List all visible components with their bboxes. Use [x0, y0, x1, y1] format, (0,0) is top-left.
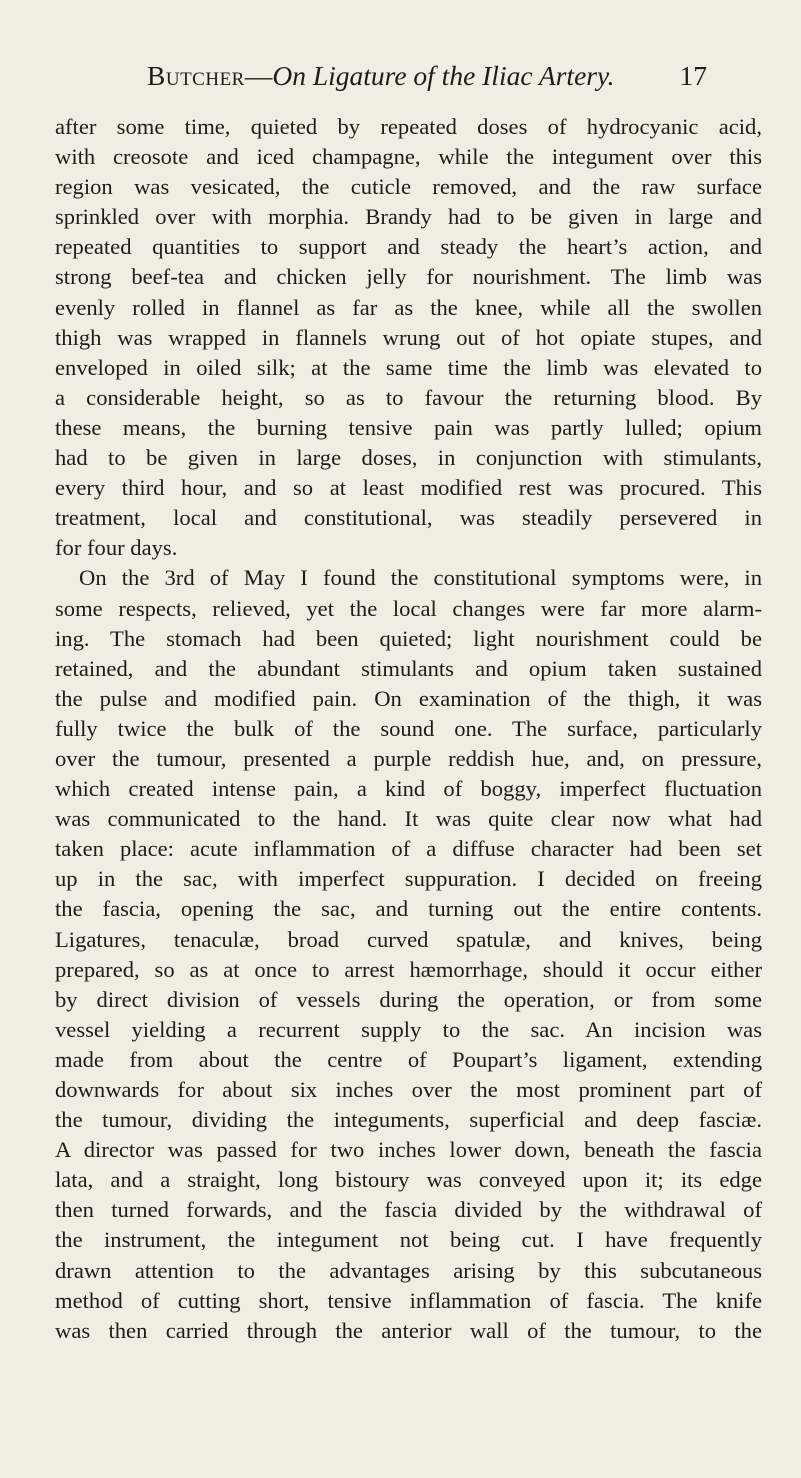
- text-line: vessel yielding a recurrent supply to the sac. An incision was: [55, 1016, 762, 1042]
- text-line: evenly rolled in flannel as far as the knee, while all the swollen: [55, 294, 762, 320]
- text-line: a considerable height, so as to favour the returning blood. By: [55, 384, 762, 410]
- text-line: A director was passed for two inches lower down, beneath the fascia: [55, 1137, 762, 1163]
- text-line: up in the sac, with imperfect suppuration. I decided on freeing: [55, 866, 762, 892]
- text-line: over the tumour, presented a purple reddish hue, and, on pressure,: [55, 745, 762, 771]
- text-line: taken place: acute inflammation of a diffuse character had been set: [55, 836, 762, 862]
- text-line: repeated quantities to support and steady the heart’s action, and: [55, 234, 762, 260]
- text-line: had to be given in large doses, in conjunction with stimulants,: [55, 445, 762, 471]
- text-line: some respects, relieved, yet the local changes were far more alarm-: [55, 595, 762, 621]
- text-line: made from about the centre of Poupart’s ligament, extending: [55, 1046, 762, 1072]
- text-line: by direct division of vessels during the operation, or from some: [55, 986, 762, 1012]
- paragraph: [55, 563, 762, 1345]
- text-line: retained, and the abundant stimulants and opium taken sustained: [55, 655, 762, 681]
- text-line: method of cutting short, tensive inflammation of fascia. The knife: [55, 1287, 762, 1313]
- header-title: On Ligature of the Iliac Artery.: [272, 60, 615, 91]
- text-line: the pulse and modified pain. On examination of the thigh, it was: [55, 685, 762, 711]
- text-line: the tumour, dividing the integuments, superficial and deep fasciæ.: [55, 1107, 762, 1133]
- text-line: lata, and a straight, long bistoury was conveyed upon it; its edge: [55, 1167, 762, 1193]
- page-number: 17: [679, 60, 707, 91]
- text-line: fully twice the bulk of the sound one. The surface, particularly: [55, 715, 762, 741]
- text-line: On the 3rd of May I found the constitutional symptoms were, in: [79, 565, 762, 591]
- text-line: drawn attention to the advantages arising by this subcutaneous: [55, 1257, 762, 1283]
- text-line: was communicated to the hand. It was quite clear now what had: [55, 806, 762, 832]
- text-line: with creosote and iced champagne, while the integument over this: [55, 144, 762, 170]
- text-line: these means, the burning tensive pain was partly lulled; opium: [55, 414, 762, 440]
- text-line: ing. The stomach had been quieted; light nourishment could be: [55, 625, 762, 651]
- text-line: prepared, so as at once to arrest hæmorrhage, should it occur either: [55, 956, 762, 982]
- text-line: enveloped in oiled silk; at the same time the limb was elevated to: [55, 354, 762, 380]
- text-line: the instrument, the integument not being cut. I have frequently: [55, 1227, 762, 1253]
- header-separator: —: [244, 60, 273, 91]
- body-text: [55, 112, 762, 1346]
- text-line: Ligatures, tenaculæ, broad curved spatulæ, and knives, being: [55, 926, 762, 952]
- text-line: sprinkled over with morphia. Brandy had to be given in large and: [55, 204, 762, 230]
- text-line: treatment, local and constitutional, was steadily persevered in: [55, 505, 762, 531]
- running-header: [147, 60, 707, 100]
- text-line: for four days.: [55, 535, 178, 561]
- text-line: was then carried through the anterior wall of the tumour, to the: [55, 1317, 762, 1343]
- text-line: the fascia, opening the sac, and turning out the entire contents.: [55, 896, 762, 922]
- paragraph: [55, 112, 762, 563]
- text-line: region was vesicated, the cuticle removed, and the raw surface: [55, 174, 762, 200]
- text-line: then turned forwards, and the fascia divided by the withdrawal of: [55, 1197, 762, 1223]
- text-line: every third hour, and so at least modified rest was procured. This: [55, 475, 762, 501]
- text-line: after some time, quieted by repeated doses of hydrocyanic acid,: [55, 114, 762, 139]
- text-line: which created intense pain, a kind of boggy, imperfect fluctuation: [55, 776, 762, 802]
- text-line: downwards for about six inches over the most prominent part of: [55, 1077, 762, 1102]
- header-author: Butcher: [147, 60, 245, 91]
- text-line: strong beef-tea and chicken jelly for nourishment. The limb was: [55, 264, 762, 290]
- text-line: thigh was wrapped in flannels wrung out of hot opiate stupes, and: [55, 324, 762, 350]
